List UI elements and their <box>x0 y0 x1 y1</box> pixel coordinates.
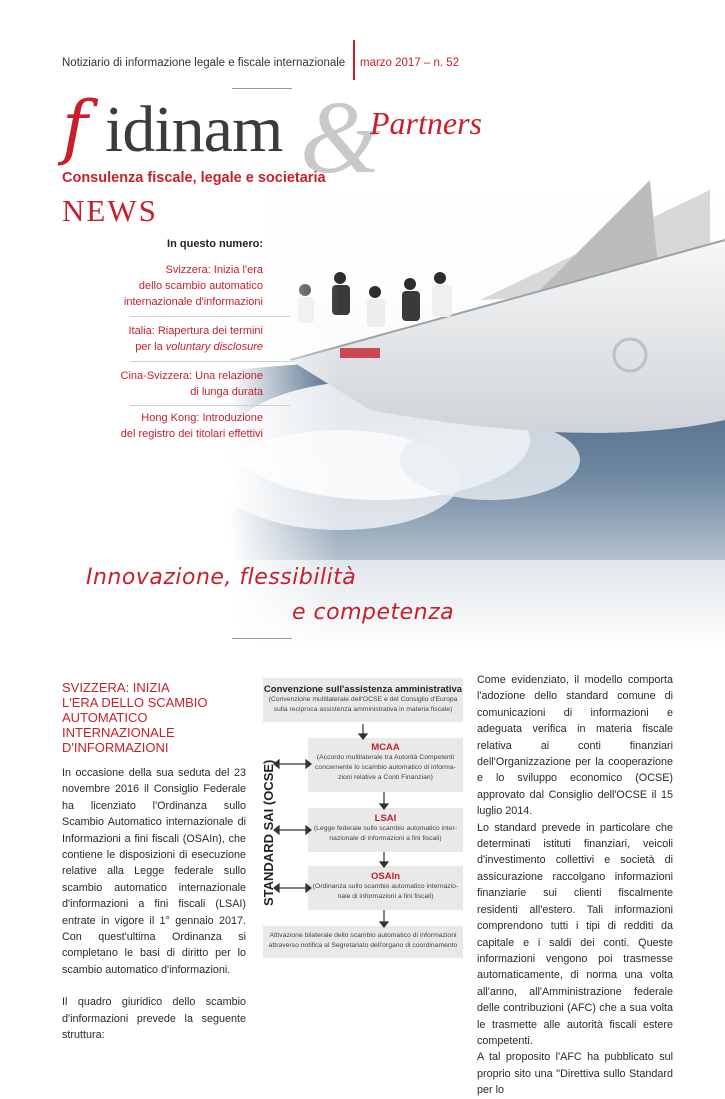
logo-news: NEWS <box>62 193 158 228</box>
diagram-box-attivazione <box>263 926 463 958</box>
diagram-box-convenzione <box>263 678 463 722</box>
toc-line: del registro dei titolari effettivi <box>120 428 263 440</box>
diagram-box-title: LSAI <box>374 813 397 824</box>
logo-ampersand: & <box>300 80 381 195</box>
toc-line: Hong Kong: Introduzione <box>141 412 263 424</box>
diagram-box-title: Convenzione sull'assistenza amministrativa <box>263 684 463 695</box>
toc-divider <box>130 361 290 362</box>
article-title-line: INTERNAZIONALE <box>62 725 175 740</box>
article-title-line: L'ERA DELLO SCAMBIO <box>62 695 208 710</box>
logo-partners: Partners <box>370 105 482 141</box>
toc-line: dello scambio automatico <box>138 280 263 292</box>
toc-line-text: per la <box>135 341 166 353</box>
diagram-box-text: (Ordinanza sullo scambio automatico internazio- <box>312 883 459 890</box>
toc-line <box>33 339 263 355</box>
article-title-line: D'INFORMAZIONI <box>62 740 169 755</box>
article-paragraph: A tal proposito l'AFC ha pubblicato sul proprio sito una "Direttiva sullo Standard per lo <box>477 1051 673 1097</box>
logo-f-letter: f <box>62 86 88 168</box>
article-paragraph: Come evidenziato, il modello comporta l'adozione dello standard comune di comunicazioni di informazioni e adeguata verifica in materia fiscale relativa ai conti finanziari dell'Organizzazione per la cooperazione e lo sviluppo economico (OCSE) approvato dal Consiglio dell'OCSE il 15 luglio 2014. <box>477 674 673 818</box>
header-rule <box>232 88 292 89</box>
toc-item-svizzera[interactable] <box>33 262 263 310</box>
article-paragraph: Lo standard prevede in particolare che determinati istituti finanziari, veicoli d'investimento collettivi e società di assicurazione raccolgano informazioni finanziarie sui clienti fiscalmente residenti all'estero. Tali informazioni comprendono tutti i tipi di redditi da capitale e i saldi dei conti. Queste informazioni vengono poi trasmesse automaticamente, di norma una volta all'anno, all'Amministrazione federale delle contribuzioni (AFC) che a sua volta le trasmette alle autorità fiscali estere competenti. <box>477 821 673 1047</box>
feature-title-line1: Innovazione, flessibilità <box>86 565 357 590</box>
toc-line: Cina-Svizzera: Una relazione <box>120 370 263 382</box>
standard-sai-label-svg <box>253 738 283 908</box>
article-left-column <box>62 680 246 1044</box>
toc-item-italia[interactable] <box>33 323 263 355</box>
feature-rule <box>232 638 292 639</box>
feature-title-line2: e competenza <box>292 600 455 625</box>
header-divider <box>353 40 355 80</box>
newsletter-tagline: Notiziario di informazione legale e fiscale internazionale <box>62 57 346 69</box>
logo-wordmark: idinam <box>105 93 283 166</box>
toc-line: Italia: Riapertura dei termini <box>128 325 263 337</box>
diagram-box-text: (Accordo multilaterale tra Autorità Competenti <box>316 754 455 761</box>
diagram-arrows <box>254 720 469 930</box>
toc-line: internazionale d'informazioni <box>123 296 263 308</box>
diagram-box-text: sulla reciproca assistenza amministrativa in materia fiscale) <box>273 706 453 713</box>
toc-item-cina[interactable] <box>33 368 263 400</box>
diagram-box-text: nazionale di informazioni a fini fiscali) <box>329 835 442 842</box>
article-title-line: AUTOMATICO <box>62 710 148 725</box>
diagram-box-text: concernente lo scambio automatico di informa- <box>315 764 456 771</box>
diagram-box-text: zioni relative a Conti Finanziari) <box>338 774 433 781</box>
diagram-box-text: attraverso notifica al Segretariato dell'organo di coordinamento <box>268 942 458 949</box>
standard-sai-text: STANDARD SAI (OCSE) <box>261 759 276 906</box>
article-right-column <box>477 672 673 1099</box>
toc-line: Svizzera: Inizia l'era <box>165 264 263 276</box>
diagram-box-title: OSAIn <box>370 871 401 882</box>
toc-line: di lunga durata <box>190 386 263 398</box>
article-title <box>62 680 246 755</box>
diagram-box-text: Attivazione bilaterale dello scambio automatico di informazioni <box>269 932 457 939</box>
toc-item-hongkong[interactable] <box>33 410 263 442</box>
diagram-box-title: MCAA <box>371 742 400 753</box>
diagram-box-text: (Legge federale sullo scambio automatico inter- <box>313 825 458 832</box>
diagram-box-text: (Convenzione multilaterale dell'OCSE e del Consiglio d'Europa <box>268 696 458 703</box>
logo-subtitle: Consulenza fiscale, legale e societaria <box>62 170 326 186</box>
standard-sai-label <box>253 738 283 908</box>
article-paragraph: Il quadro giuridico dello scambio d'informazioni prevede la seguente struttura: <box>62 996 246 1042</box>
toc-heading: In questo numero: <box>167 238 263 250</box>
issue-date: marzo 2017 – n. 52 <box>360 57 460 69</box>
toc-divider <box>130 405 290 406</box>
toc-line-emphasis: voluntary disclosure <box>165 341 263 353</box>
diagram-box-text: nale di informazioni a fini fiscali) <box>337 893 434 900</box>
article-title-line: SVIZZERA: INIZIA <box>62 680 170 695</box>
article-paragraph: In occasione della sua seduta del 23 novembre 2016 il Consiglio Federale ha licenziato l'Ordinanza sullo Scambio Automatico internazionale di Informazioni a fini fiscali (OSAIn), che contiene le disposizioni di esecuzione relative alla Legge federale sullo scambio automatico internazionale d'informazioni a fini fiscali (LSAI) entrate in vigore il 1° gennaio 2017. Con quest'ultima Ordinanza si completano le basi di diritto per lo scambio automatico d'informazioni. <box>62 767 246 976</box>
toc-divider <box>130 316 290 317</box>
